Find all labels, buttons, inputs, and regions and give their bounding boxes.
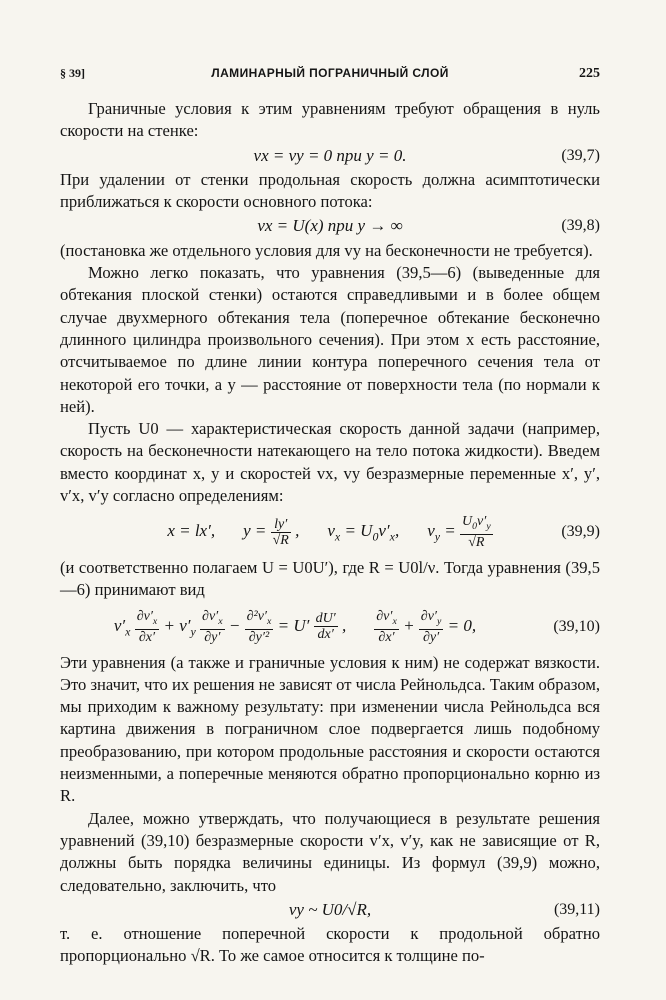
equation-39-11-text: vy ~ U0/√R,	[288, 899, 372, 919]
equation-39-11	[60, 899, 600, 921]
equation-39-7-number: (39,7)	[561, 146, 600, 164]
equation-39-10	[60, 604, 600, 650]
paragraph-1: Граничные условия к этим уравнениям требуют обращения в нуль скорости на стенке:	[60, 99, 600, 141]
paragraph-9: т. е. отношение поперечной скорости к продольной обратно пропорционально √R. То же самое относится к толщине по-	[60, 924, 600, 966]
paragraph-6: (и соответственно полагаем U = U0U′), где R = U0l/ν. Тогда уравнения (39,5—6) принимают вид	[60, 558, 600, 600]
equation-39-7	[60, 145, 600, 167]
paragraph-7: Эти уравнения (а также и граничные условия к ним) не содержат вязкости. Это значит, что их решения не зависят от числа Рейнольдса. Таким образом, мы приходим к важному результату: при изменении числа Рейнольдса вся картина движения в пограничном слое подвергается лишь подобному преобразованию, при котором продольные расстояния и скорости остаются неизменными, а поперечные меняются обратно пропорционально корню из R.	[60, 652, 600, 806]
equation-39-9-formula: x = lx′, y = $\frac{ly'}{√R}$ , $v_x = U_0v'_x$, $v_y$ = $\frac{U_0v'_y}{√R}$	[167, 514, 491, 551]
page-body	[60, 98, 600, 968]
equation-39-8	[60, 215, 600, 237]
paragraph-5: Пусть U0 — характеристическая скорость данной задачи (например, скорость на бесконечности натекающего на тело потока жидкости). Введем вместо координат x, y и скоростей vx, vy безразмерные переменные x′, y′, v′x, v′y согласно определениям:	[60, 419, 600, 506]
paragraph-8: Далее, можно утверждать, что получающиеся в результате решения уравнений (39,10) безразмерные скорости v′x, v′y, как не зависящие от R, должны быть порядка величины единицы. Из формул (39,9) можно, следовательно, заключить, что	[60, 808, 600, 895]
equation-39-11-number: (39,11)	[553, 900, 600, 918]
paragraph-4: Можно легко показать, что уравнения (39,5—6) (выведенные для обтекания плоской стенки) остаются справедливыми и в более общем случае двухмерного обтекания тела (поперечное обтекание бесконечно длинного цилиндра произвольного сечения). При этом x есть расстояние, отсчитываемое по длине линии контура поперечного сечения тела от некоторой его точки, а y — расстояние от поверхности тела (по нормали к ней).	[60, 263, 600, 416]
chapter-title: ЛАМИНАРНЫЙ ПОГРАНИЧНЫЙ СЛОЙ	[211, 66, 449, 80]
equation-39-8-number: (39,8)	[561, 217, 600, 235]
equation-39-10-formula: $v'_x$ $\frac{\partial v'_x}{\partial x'}$ + $v'_y$ $\frac{\partial v'_x}{\partial y'}$ − $\frac{\partial^2v'_x}{\text{∂y′²}}$ = U′ $\frac{dU'}{dx'}$ , $\frac{\partial v'_x}{\partial x'}$ + $\frac{\partial v'_y}{\partial y'}$ = 0,	[113, 608, 477, 645]
section-mark: § 39]	[60, 66, 85, 80]
paragraph-3: (постановка же отдельного условия для vy на бесконечности не требуется).	[60, 240, 593, 260]
equation-39-10-number: (39,10)	[553, 617, 600, 635]
page-number: 225	[579, 66, 600, 81]
equation-39-8-text: vx = U(x) при y → ∞	[257, 216, 403, 236]
running-header	[60, 66, 600, 88]
paragraph-2: При удалении от стенки продольная скорость должна асимптотически приближаться к скорости основного потока:	[60, 169, 600, 212]
equation-39-9	[60, 509, 600, 555]
equation-39-7-text: vx = vy = 0 при y = 0.	[253, 145, 407, 165]
equation-39-9-number: (39,9)	[561, 523, 600, 541]
